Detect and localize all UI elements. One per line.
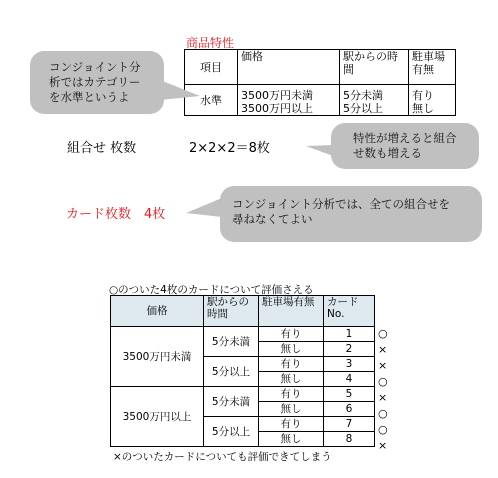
card-count-label: カード枚数 4枚	[66, 207, 166, 222]
station-cell: 5分以上	[204, 357, 259, 387]
parking-cell: 有り	[259, 417, 324, 432]
card-mark: ○	[378, 375, 388, 388]
bubble-increase: 特性が増えると組合 せ数も増える	[331, 123, 479, 169]
card-no-cell: 3	[324, 357, 375, 372]
bubble-all: コンジョイント分析では、全ての組合せを 尋ねなくてよい	[220, 186, 482, 242]
footer-note: ×のついたカードについても評価できてしまう	[113, 451, 332, 463]
card-no-cell: 8	[324, 432, 375, 447]
card-mark: ×	[378, 391, 388, 404]
parking-cell: 無し	[259, 342, 324, 357]
parking-cell: 無し	[259, 402, 324, 417]
row-label-level: 水準	[185, 85, 238, 116]
card-mark: ×	[378, 439, 388, 452]
card-mark: ○	[378, 327, 388, 340]
card-no-cell: 7	[324, 417, 375, 432]
card-mark: ○	[378, 423, 388, 436]
header-parking: 駐車場有無	[259, 296, 324, 327]
card-no-cell: 6	[324, 402, 375, 417]
header-item: 項目	[185, 50, 238, 85]
card-mark: ×	[378, 343, 388, 356]
price-level: 3500万円以上	[241, 102, 313, 115]
price-cell: 3500万円未満	[111, 327, 204, 387]
product-title: 商品特性	[186, 36, 235, 50]
price-level: 3500万円未満	[241, 89, 313, 102]
parking-cell: 有り	[259, 387, 324, 402]
station-cell: 5分以上	[204, 417, 259, 447]
header-price: 価格	[238, 50, 340, 85]
header-card-no: カードNo.	[324, 296, 375, 327]
header-station: 駅からの時間	[204, 296, 259, 327]
station-cell: 5分未満	[204, 327, 259, 357]
parking-cell: 無し	[259, 372, 324, 387]
parking-cell: 有り	[259, 357, 324, 372]
card-no-cell: 5	[324, 387, 375, 402]
header-station: 駅からの時間	[340, 50, 409, 85]
price-cell: 3500万円以上	[111, 387, 204, 447]
station-level: 5分以上	[343, 102, 383, 115]
bubble-category: コンジョイント分 析ではカテゴリー を水準というよ	[30, 51, 164, 114]
card-mark: ○	[378, 407, 388, 420]
parking-cell: 有り	[259, 327, 324, 342]
card-no-cell: 4	[324, 372, 375, 387]
combination-label: 組合せ 枚数	[67, 141, 137, 156]
header-price: 価格	[111, 296, 204, 327]
parking-cell: 無し	[259, 432, 324, 447]
parking-level: 無し	[412, 102, 434, 115]
card-no-cell: 1	[324, 327, 375, 342]
eval-caption: ○のついた4枚のカードについて評価さえる	[109, 284, 314, 296]
card-mark: ×	[378, 359, 388, 372]
station-level: 5分未満	[343, 89, 383, 102]
card-table	[110, 295, 375, 447]
parking-level: 有り	[412, 89, 434, 102]
station-cell: 5分未満	[204, 387, 259, 417]
combination-formula: 2×2×2＝8枚	[189, 141, 270, 156]
header-parking: 駐車場有無	[409, 50, 456, 85]
card-no-cell: 2	[324, 342, 375, 357]
